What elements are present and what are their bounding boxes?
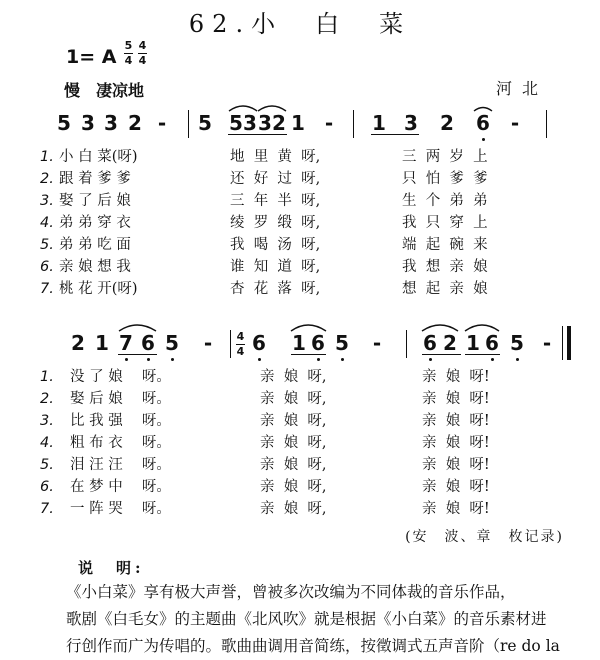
key-signature: 1= A bbox=[66, 46, 117, 68]
lyric-line: 亲 娘 呀, bbox=[260, 457, 327, 473]
dash: - bbox=[372, 331, 382, 355]
verse-number: 3. bbox=[40, 193, 54, 209]
note: 2 bbox=[128, 111, 142, 135]
lyric-line: 亲 娘 呀, bbox=[260, 391, 327, 407]
lyric-line: 亲 娘 呀! bbox=[422, 479, 490, 495]
slur bbox=[119, 325, 156, 331]
note: 5 bbox=[165, 331, 179, 355]
note: 1 bbox=[291, 111, 305, 135]
note: 2 bbox=[443, 331, 457, 355]
tempo-marking: 慢 凄凉地 bbox=[64, 81, 145, 100]
note: 7 bbox=[119, 331, 133, 355]
verse-number: 5. bbox=[40, 237, 54, 253]
dash: - bbox=[542, 331, 552, 355]
verse-number: 7. bbox=[40, 501, 54, 517]
lyric-line: 端 起 碗 来 bbox=[402, 237, 488, 253]
note: 3 bbox=[404, 111, 418, 135]
lyric-line: 地 里 黄 呀, bbox=[230, 149, 321, 165]
note: 1 bbox=[292, 331, 306, 355]
note: 6 bbox=[485, 331, 499, 355]
transcription-credit: (安 波、章 枚记录) bbox=[405, 529, 564, 545]
note: 3 bbox=[104, 111, 118, 135]
time-signature-4-4: 4 4 bbox=[138, 39, 147, 67]
note: 6 bbox=[141, 331, 155, 355]
lyric-line: 亲 娘 呀! bbox=[422, 391, 490, 407]
note: 6 bbox=[252, 331, 266, 355]
lyric-line: 粗 布 衣 呀。 bbox=[70, 435, 171, 451]
note: 6 bbox=[311, 331, 325, 355]
notes-header: 说 明: bbox=[78, 559, 145, 577]
dash: - bbox=[203, 331, 213, 355]
note: 3 bbox=[243, 111, 257, 135]
region-label: 河北 bbox=[496, 79, 549, 98]
lyric-line: 桃 花 开(呀) bbox=[59, 281, 138, 297]
lyric-line: 亲 娘 呀! bbox=[422, 501, 490, 517]
verse-number: 6. bbox=[40, 259, 54, 275]
lyric-line: 比 我 强 呀。 bbox=[70, 413, 171, 429]
dash: - bbox=[324, 111, 334, 135]
lyric-line: 我 想 亲 娘 bbox=[402, 259, 488, 275]
lyric-line: 亲 娘 呀! bbox=[422, 457, 490, 473]
note: 3 bbox=[258, 111, 272, 135]
slur bbox=[291, 325, 326, 331]
note: 5 bbox=[57, 111, 71, 135]
lyric-line: 三 两 岁 上 bbox=[402, 149, 488, 165]
lyric-line: 亲 娘 呀, bbox=[260, 501, 327, 517]
lyric-line: 跟 着 爹 爹 bbox=[59, 171, 131, 187]
slur bbox=[258, 106, 286, 111]
verse-number: 6. bbox=[40, 479, 54, 495]
lyric-line: 杏 花 落 呀, bbox=[230, 281, 321, 297]
lyric-line: 我 喝 汤 呀, bbox=[230, 237, 321, 253]
note: 2 bbox=[272, 111, 286, 135]
slur bbox=[229, 106, 257, 111]
slur bbox=[474, 108, 492, 112]
verse-number: 2. bbox=[40, 391, 54, 407]
lyric-line: 亲 娘 想 我 bbox=[59, 259, 131, 275]
verse-number: 5. bbox=[40, 457, 54, 473]
note: 6 bbox=[476, 111, 490, 135]
note: 5 bbox=[198, 111, 212, 135]
lyric-line: 小 白 菜(呀) bbox=[59, 149, 138, 165]
verse-number: 2. bbox=[40, 171, 54, 187]
verse-number: 3. bbox=[40, 413, 54, 429]
note: 1 bbox=[372, 111, 386, 135]
lyric-line: 没 了 娘 呀。 bbox=[70, 369, 171, 385]
verse-number: 1. bbox=[40, 149, 54, 165]
note: 5 bbox=[335, 331, 349, 355]
song-title: 62.小 白 菜 bbox=[188, 10, 412, 38]
lyric-line: 亲 娘 呀, bbox=[260, 435, 327, 451]
notes-paragraph-line: 行创作而广为传唱的。歌曲曲调用音简练，按徵调式五声音阶（re do la bbox=[66, 637, 560, 655]
slur bbox=[465, 325, 499, 331]
dash: - bbox=[510, 111, 520, 135]
lyric-line: 亲 娘 呀, bbox=[260, 479, 327, 495]
lyric-line: 谁 知 道 呀, bbox=[230, 259, 321, 275]
time-signature-4-4: 4 4 bbox=[236, 330, 245, 358]
note: 1 bbox=[466, 331, 480, 355]
lyric-line: 三 年 半 呀, bbox=[230, 193, 321, 209]
lyric-line: 泪 汪 汪 呀。 bbox=[70, 457, 171, 473]
lyric-line: 绫 罗 缎 呀, bbox=[230, 215, 321, 231]
lyric-line: 只 怕 爹 爹 bbox=[402, 171, 488, 187]
lyric-line: 弟 弟 吃 面 bbox=[59, 237, 131, 253]
note: 5 bbox=[229, 111, 243, 135]
note: 2 bbox=[71, 331, 85, 355]
note: 6 bbox=[423, 331, 437, 355]
lyric-line: 还 好 过 呀, bbox=[230, 171, 321, 187]
verse-number: 4. bbox=[40, 435, 54, 451]
time-signature-5-4: 5 4 bbox=[124, 39, 133, 67]
notes-paragraph-line: 歌剧《白毛女》的主题曲《北风吹》就是根据《小白菜》的音乐素材进 bbox=[66, 610, 547, 628]
lyric-line: 娶 后 娘 呀。 bbox=[70, 391, 171, 407]
lyric-line: 亲 娘 呀, bbox=[260, 369, 327, 385]
lyric-line: 亲 娘 呀, bbox=[260, 413, 327, 429]
note: 2 bbox=[440, 111, 454, 135]
lyric-line: 我 只 穿 上 bbox=[402, 215, 488, 231]
note: 5 bbox=[510, 331, 524, 355]
lyric-line: 亲 娘 呀! bbox=[422, 435, 490, 451]
slur bbox=[422, 325, 458, 331]
verse-number: 1. bbox=[40, 369, 54, 385]
note: 3 bbox=[81, 111, 95, 135]
notes-paragraph-line: 《小白菜》享有极大声誉，曾被多次改编为不同体裁的音乐作品， bbox=[66, 583, 516, 601]
lyric-line: 亲 娘 呀! bbox=[422, 413, 490, 429]
lyric-line: 娶 了 后 娘 bbox=[59, 193, 131, 209]
note: 1 bbox=[95, 331, 109, 355]
verse-number: 7. bbox=[40, 281, 54, 297]
lyric-line: 亲 娘 呀! bbox=[422, 369, 490, 385]
verse-number: 4. bbox=[40, 215, 54, 231]
lyric-line: 一 阵 哭 呀。 bbox=[70, 501, 171, 517]
lyric-line: 在 梦 中 呀。 bbox=[70, 479, 171, 495]
lyric-line: 弟 弟 穿 衣 bbox=[59, 215, 131, 231]
dash: - bbox=[157, 111, 167, 135]
lyric-line: 生 个 弟 弟 bbox=[402, 193, 488, 209]
lyric-line: 想 起 亲 娘 bbox=[402, 281, 488, 297]
